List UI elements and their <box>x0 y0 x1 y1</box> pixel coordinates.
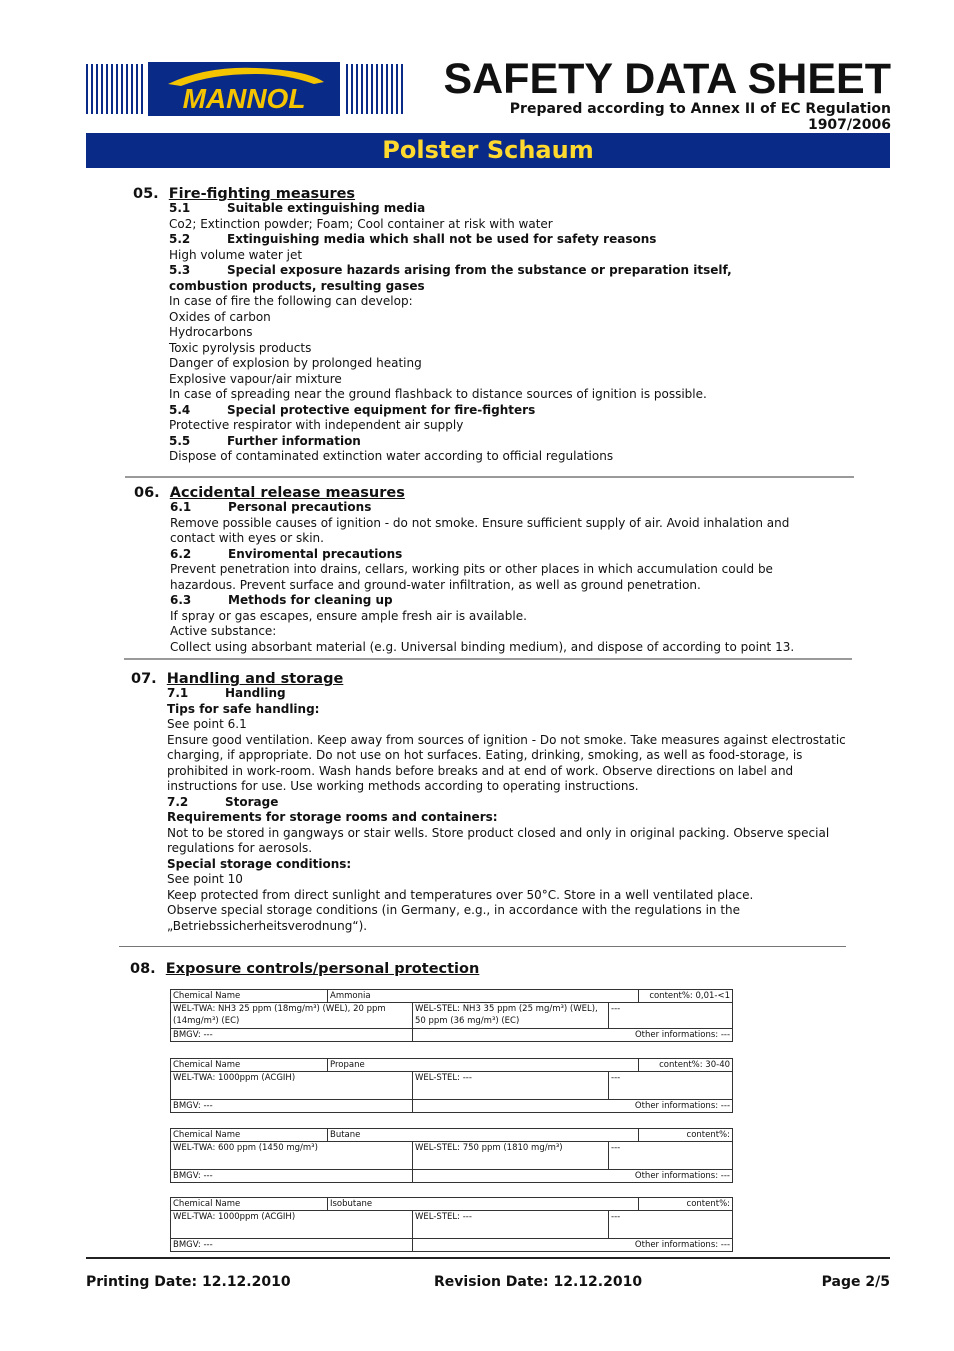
wel-twa: WEL-TWA: 600 ppm (1450 mg/m³) <box>171 1142 413 1170</box>
text-line: In case of spreading near the ground flashback to distance sources of ignition is possible. <box>169 387 707 401</box>
wel-twa: WEL-TWA: NH3 25 ppm (18mg/m³) (WEL), 20 ppm (14mg/m³) (EC) <box>171 1003 413 1029</box>
subheading: 5.2 Extinguishing media which shall not be used for safety reasons <box>169 232 657 246</box>
chemical-table-isobutane <box>170 1197 733 1252</box>
text-line: charging, if appropriate. Do not use on hot surfaces. Eating, drinking, smoking, as well as food-storage, is <box>167 748 803 762</box>
section-title: Accidental release measures <box>169 485 405 501</box>
text-line: Dispose of contaminated extinction water according to official regulations <box>169 449 614 463</box>
section-07-body <box>167 686 846 934</box>
wel-stel: WEL-STEL: NH3 35 ppm (25 mg/m³) (WEL), 50 ppm (36 mg/m³) (EC) <box>413 1003 609 1029</box>
section-06 <box>134 482 405 501</box>
other-informations: Other informations: --- <box>413 1170 733 1183</box>
wel-stel-extra: --- <box>609 1142 733 1170</box>
revision-date: Revision Date: 12.12.2010 <box>434 1274 643 1290</box>
bmgv: BMGV: --- <box>171 1029 413 1042</box>
section-07 <box>131 668 343 687</box>
subheading: Special storage conditions: <box>167 856 352 871</box>
text-line: Observe special storage conditions (in Germany, e.g., in accordance with the regulations in the <box>167 903 741 917</box>
section-number: 06. <box>134 485 160 501</box>
text-line: prohibited in work-room. Wash hands before breaks and at end of work. Observe directions on label and <box>167 763 794 778</box>
subheading: Requirements for storage rooms and containers: <box>167 810 498 824</box>
subheading: 6.1 Personal precautions <box>170 500 372 514</box>
text-line: Hydrocarbons <box>169 325 253 339</box>
chemical-name-label: Chemical Name <box>171 1059 328 1072</box>
other-informations: Other informations: --- <box>413 1029 733 1042</box>
divider <box>125 476 854 478</box>
text-line: High volume water jet <box>169 247 303 262</box>
section-title: Handling and storage <box>166 671 344 687</box>
section-05 <box>133 183 355 202</box>
text-line: hazardous. Prevent surface and ground-water infiltration, as well as ground penetration. <box>170 577 701 592</box>
subheading: combustion products, resulting gases <box>169 278 425 293</box>
text-line: Explosive vapour/air mixture <box>169 371 342 386</box>
footer-divider <box>86 1257 890 1259</box>
text-line: regulations for aerosols. <box>167 841 313 855</box>
document-subtitle: Prepared according to Annex II of EC Regulation 1907/2006 <box>509 101 891 133</box>
text-line: In case of fire the following can develop: <box>169 294 413 308</box>
bmgv: BMGV: --- <box>171 1170 413 1183</box>
chemical-name: Propane <box>328 1059 639 1072</box>
subheading: 7.1 Handling <box>167 686 286 700</box>
divider <box>124 658 852 660</box>
printing-date: Printing Date: 12.12.2010 <box>86 1274 291 1290</box>
bmgv: BMGV: --- <box>171 1239 413 1252</box>
text-line: „Betriebssicherheitsverodnung“). <box>167 918 368 933</box>
brand-wordmark: MANNOL <box>182 83 306 114</box>
text-line: Not to be stored in gangways or stair wells. Store product closed and only in original packing. Observe special <box>167 825 830 840</box>
text-line: If spray or gas escapes, ensure ample fresh air is available. <box>170 608 527 623</box>
divider <box>119 946 846 947</box>
text-line: Ensure good ventilation. Keep away from sources of ignition - Do not smoke. Take measures against electrostatic <box>167 732 846 747</box>
content-percent: content%: 30-40 <box>639 1059 733 1072</box>
section-08 <box>130 958 479 977</box>
page-number: Page 2/5 <box>821 1274 890 1290</box>
chemical-name: Isobutane <box>328 1198 639 1211</box>
subheading: 6.2 Enviromental precautions <box>170 546 403 561</box>
text-line: Toxic pyrolysis products <box>169 340 312 355</box>
chemical-table-ammonia <box>170 989 733 1042</box>
content-percent: content%: <box>639 1129 733 1142</box>
bmgv: BMGV: --- <box>171 1100 413 1113</box>
chemical-table-butane <box>170 1128 733 1183</box>
section-title: Exposure controls/personal protection <box>165 961 480 977</box>
subheading: 7.2 Storage <box>167 794 279 809</box>
text-line: Co2; Extinction powder; Foam; Cool container at risk with water <box>169 216 553 231</box>
other-informations: Other informations: --- <box>413 1239 733 1252</box>
text-line: See point 6.1 <box>167 717 247 731</box>
section-06-body <box>170 500 794 655</box>
document-title: SAFETY DATA SHEET <box>443 55 891 103</box>
mannol-logo <box>86 62 406 116</box>
wel-stel-extra: --- <box>609 1072 733 1100</box>
chemical-name-label: Chemical Name <box>171 1198 328 1211</box>
text-line: Danger of explosion by prolonged heating <box>169 356 422 370</box>
text-line: Prevent penetration into drains, cellars, working pits or other places in which accumulation could be <box>170 562 773 576</box>
text-line: Remove possible causes of ignition - do not smoke. Ensure sufficient supply of air. Avoid inhalation and <box>170 515 790 530</box>
wel-stel-extra: --- <box>609 1003 733 1029</box>
subheading: 5.4 Special protective equipment for fire-fighters <box>169 402 536 417</box>
chemical-name: Butane <box>328 1129 639 1142</box>
content-percent: content%: <box>639 1198 733 1211</box>
wel-stel: WEL-STEL: 750 ppm (1810 mg/m³) <box>413 1142 609 1170</box>
subheading: Tips for safe handling: <box>167 701 320 716</box>
text-line: Oxides of carbon <box>169 309 271 324</box>
text-line: See point 10 <box>167 872 243 886</box>
product-name: Polster Schaum <box>382 136 594 164</box>
chemical-table-propane <box>170 1058 733 1113</box>
chemical-name: Ammonia <box>328 990 639 1003</box>
section-title: Fire-fighting measures <box>168 186 356 202</box>
wel-twa: WEL-TWA: 1000ppm (ACGIH) <box>171 1072 413 1100</box>
text-line: instructions for use. Use working methods according to operating instructions. <box>167 779 639 793</box>
text-line: Active substance: <box>170 624 277 638</box>
subheading: 5.5 Further information <box>169 433 361 448</box>
wel-stel-extra: --- <box>609 1211 733 1239</box>
text-line: Collect using absorbant material (e.g. Universal binding medium), and dispose of according to point 13. <box>170 639 795 654</box>
other-informations: Other informations: --- <box>413 1100 733 1113</box>
text-line: contact with eyes or skin. <box>170 531 324 545</box>
text-line: Keep protected from direct sunlight and temperatures over 50°C. Store in a well ventilated place. <box>167 887 754 902</box>
section-number: 05. <box>133 186 159 202</box>
section-number: 07. <box>131 671 157 687</box>
chemical-name-label: Chemical Name <box>171 1129 328 1142</box>
wel-twa: WEL-TWA: 1000ppm (ACGIH) <box>171 1211 413 1239</box>
subheading: 5.1 Suitable extinguishing media <box>169 201 426 215</box>
content-percent: content%: 0,01-<1 <box>639 990 733 1003</box>
subheading: 5.3 Special exposure hazards arising from the substance or preparation itself, <box>169 263 732 277</box>
chemical-name-label: Chemical Name <box>171 990 328 1003</box>
section-05-body <box>169 201 732 465</box>
subheading: 6.3 Methods for cleaning up <box>170 593 393 607</box>
section-number: 08. <box>130 961 156 977</box>
text-line: Protective respirator with independent air supply <box>169 418 464 432</box>
wel-stel: WEL-STEL: --- <box>413 1211 609 1239</box>
wel-stel: WEL-STEL: --- <box>413 1072 609 1100</box>
